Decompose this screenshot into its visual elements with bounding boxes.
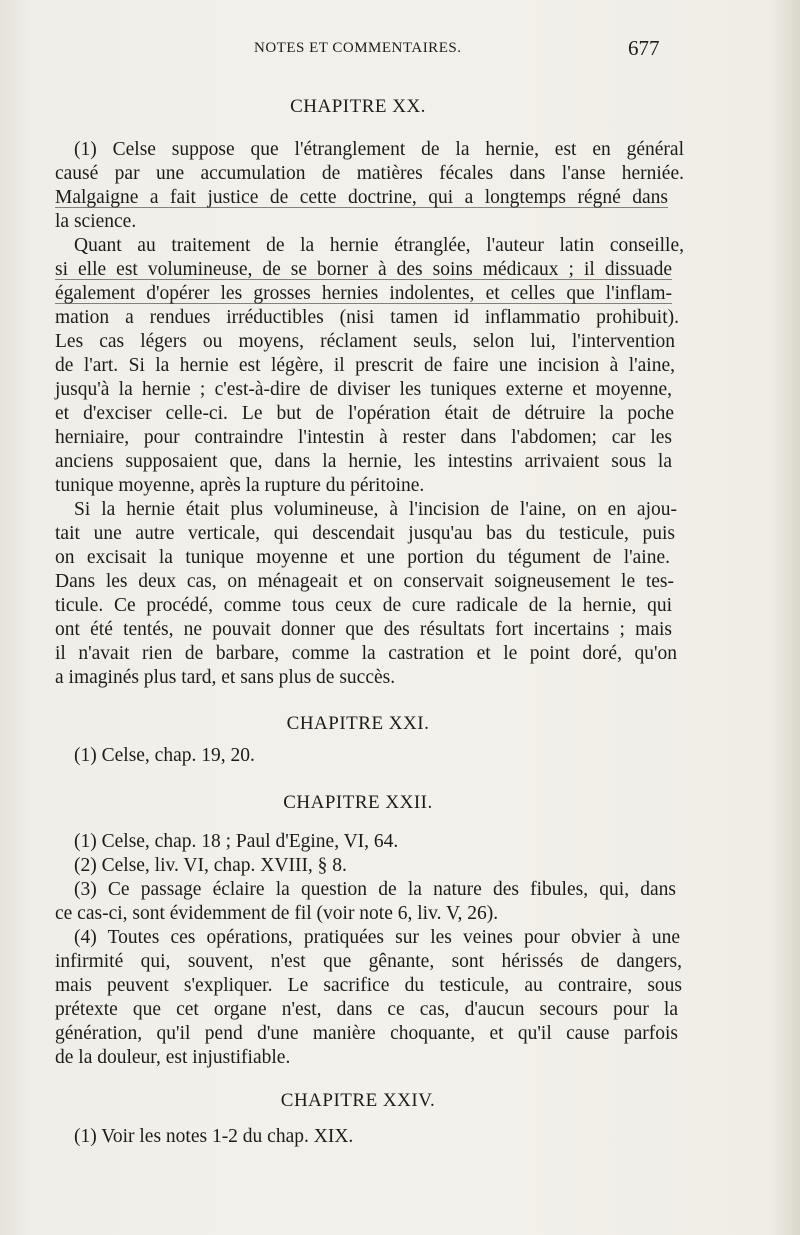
text-line: de l'art. Si la hernie est légère, il prescrit de faire une incision à l'aine, <box>55 355 675 376</box>
text-line: tunique moyenne, après la rupture du péritoine. <box>55 475 425 496</box>
text-line: (2) Celse, liv. VI, chap. XVIII, § 8. <box>74 855 347 876</box>
text-line: ont été tentés, ne pouvait donner que des résultats fort incertains ; mais <box>55 619 672 640</box>
text-line: ce cas-ci, sont évidemment de fil (voir note 6, liv. V, 26). <box>55 903 499 924</box>
text-line: prétexte que cet organe n'est, dans ce cas, d'aucun secours pour la <box>55 999 678 1020</box>
text-line: (1) Celse suppose que l'étranglement de la hernie, est en général <box>74 139 684 160</box>
text-line: a imaginés plus tard, et sans plus de succès. <box>55 667 396 688</box>
text-line: (1) Voir les notes 1-2 du chap. XIX. <box>74 1126 354 1147</box>
text-line: herniaire, pour contraindre l'intestin à rester dans l'abdomen; car les <box>55 427 672 448</box>
text-line: Les cas légers ou moyens, réclament seuls, selon lui, l'intervention <box>55 331 675 352</box>
text-line: génération, qu'il pend d'une manière choquante, et qu'il cause parfois <box>55 1023 678 1044</box>
text-line: également d'opérer les grosses hernies indolentes, et celles que l'inflam- <box>55 283 672 304</box>
text-line: (3) Ce passage éclaire la question de la nature des fibules, qui, dans <box>74 879 676 900</box>
text-line: et d'exciser celle-ci. Le but de l'opération était de détruire la poche <box>55 403 674 424</box>
page-number: 677 <box>628 36 660 60</box>
text-line: (4) Toutes ces opérations, pratiquées sur les veines pour obvier à une <box>74 927 680 948</box>
text-line: Quant au traitement de la hernie étranglée, l'auteur latin conseille, <box>74 235 684 256</box>
text-line: Malgaigne a fait justice de cette doctrine, qui a longtemps régné dans <box>55 187 668 208</box>
text-line: il n'avait rien de barbare, comme la castration et le point doré, qu'on <box>55 643 677 664</box>
text-line: Si la hernie était plus volumineuse, à l'incision de l'aine, on en ajou- <box>74 499 677 520</box>
chapter-title: CHAPITRE XXIV. <box>280 1090 436 1111</box>
text-line: infirmité qui, souvent, n'est que gênante, sont hérissés de dangers, <box>55 951 682 972</box>
text-line: la science. <box>55 211 137 232</box>
text-line: mais peuvent s'expliquer. Le sacrifice du testicule, au contraire, sous <box>55 975 682 996</box>
text-line: jusqu'à la hernie ; c'est-à-dire de diviser les tuniques externe et moyenne, <box>55 379 672 400</box>
text-line: (1) Celse, chap. 18 ; Paul d'Egine, VI, 64. <box>74 831 399 852</box>
text-line: (1) Celse, chap. 19, 20. <box>74 745 255 766</box>
text-line: anciens supposaient que, dans la hernie, les intestins arrivaient sous la <box>55 451 672 472</box>
text-line: causé par une accumulation de matières fécales dans l'anse herniée. <box>55 163 684 184</box>
text-line: mation a rendues irréductibles (nisi tamen id inflammatio prohibuit). <box>55 307 679 328</box>
chapter-title: CHAPITRE XX. <box>290 96 426 117</box>
text-line: de la douleur, est injustifiable. <box>55 1047 291 1068</box>
text-line: Dans les deux cas, on ménageait et on conservait soigneusement le tes- <box>55 571 674 592</box>
text-line: on excisait la tunique moyenne et une portion du tégument de l'aine. <box>55 547 670 568</box>
text-line: si elle est volumineuse, de se borner à des soins médicaux ; il dissuade <box>55 259 672 280</box>
running-head: NOTES ET COMMENTAIRES. <box>254 40 462 56</box>
chapter-title: CHAPITRE XXII. <box>283 792 433 813</box>
text-line: tait une autre verticale, qui descendait jusqu'au bas du testicule, puis <box>55 523 675 544</box>
text-line: ticule. Ce procédé, comme tous ceux de cure radicale de la hernie, qui <box>55 595 672 616</box>
chapter-title: CHAPITRE XXI. <box>286 713 430 734</box>
